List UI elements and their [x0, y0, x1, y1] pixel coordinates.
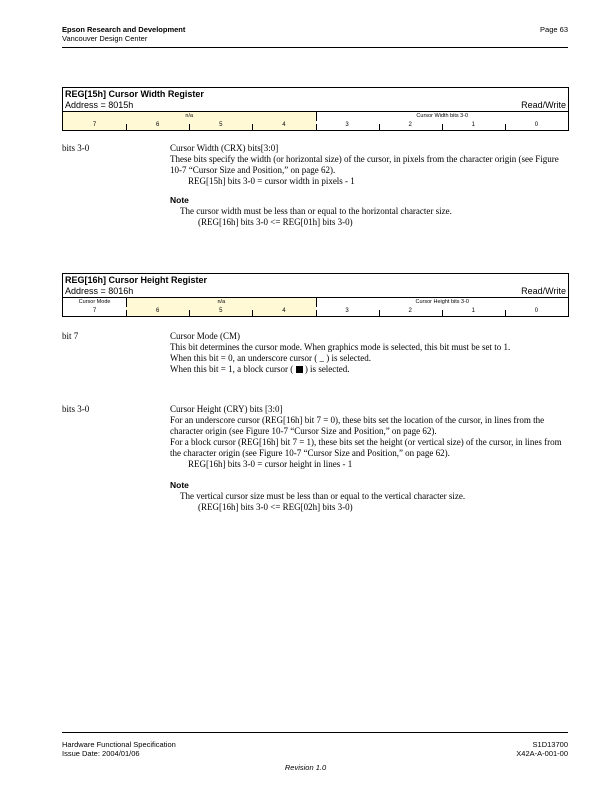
reg15-note-heading: Note: [170, 195, 189, 205]
reg15-field-width: Cursor Width bits 3-0: [316, 112, 569, 121]
block-cursor-icon: [296, 366, 303, 373]
reg16-bits-body1: For an underscore cursor (REG[16h] bit 7 = 0), these bits set the location of the cursor, in lines from the character origin (see Figure 10-7 “Cursor Size and Position,” on page 62).: [170, 415, 545, 436]
reg16-bits-title: Cursor Height (CRY) bits [3:0]: [170, 404, 283, 414]
reg15-table: [62, 87, 569, 131]
reg16-bit7-when0: When this bit = 0, an underscore cursor ( _ ) is selected.: [170, 353, 372, 363]
reg16-note-formula: (REG[16h] bits 3-0 <= REG[02h] bits 3-0): [198, 502, 353, 512]
reg15-note-text: The cursor width must be less than or equal to the horizontal character size.: [180, 206, 452, 216]
reg15-desc-title: Cursor Width (CRX) bits[3:0]: [170, 143, 279, 153]
reg16-bit7-label: bit 7: [62, 331, 79, 341]
reg16-bit7-when1-pre: When this bit = 1, a block cursor (: [170, 364, 294, 374]
page-number: Page 63: [540, 25, 568, 34]
footer-left: [62, 740, 176, 758]
reg15-bits-label: bits 3-0: [62, 143, 90, 153]
reg16-bits-body2: For a block cursor (REG[16h] bit 7 = 1), these bits set the height (or vertical size) of the cursor, in lines from the character origin (see Figure 10-7 “Cursor Size and Position,” on page 62).: [170, 437, 562, 458]
reg15-field-na: n/a: [63, 112, 316, 121]
reg16-bit: 6: [126, 307, 189, 316]
reg16-title: REG[16h] Cursor Height Register: [65, 275, 208, 285]
reg16-field-height: Cursor Height bits 3-0: [316, 298, 569, 307]
footer-issue-date: Issue Date: 2004/01/06: [62, 749, 140, 758]
reg15-title: REG[15h] Cursor Width Register: [65, 89, 204, 99]
reg15-bit: 7: [63, 121, 126, 130]
footer-part-number: S1D13700: [532, 740, 568, 749]
company-name: Epson Research and Development: [62, 25, 186, 34]
reg15-description: [170, 143, 566, 228]
reg15-address-row: [63, 100, 568, 111]
footer-right: [516, 740, 568, 758]
reg16-bit7-body: This bit determines the cursor mode. When graphics mode is selected, this bit must be set to 1.: [170, 342, 511, 352]
reg16-bit7-when1-post: ) is selected.: [304, 364, 350, 374]
reg16-bit7-when1: [170, 364, 566, 375]
reg15-bit: 1: [442, 121, 505, 130]
design-center: Vancouver Design Center: [62, 34, 148, 43]
footer-doc-code: X42A-A-001-00: [516, 749, 568, 758]
reg16-access: Read/Write: [521, 286, 566, 296]
reg15-note-formula: (REG[16h] bits 3-0 <= REG[01h] bits 3-0): [198, 217, 353, 227]
reg16-bit7-description: [170, 331, 566, 375]
reg16-bit: 1: [442, 307, 505, 316]
reg16-bits-description: [170, 404, 566, 513]
reg16-bit7-title: Cursor Mode (CM): [170, 331, 240, 341]
header-rule: [62, 47, 568, 48]
reg16-bit: 4: [252, 307, 315, 316]
page-header: [62, 25, 185, 43]
reg15-bit: 3: [316, 121, 379, 130]
footer-doc-title: Hardware Functional Specification: [62, 740, 176, 749]
reg16-field-mode: Cursor Mode: [78, 299, 111, 305]
footer-revision: Revision 1.0: [284, 763, 327, 772]
reg16-bit: 5: [189, 307, 252, 316]
reg15-bit: 6: [126, 121, 189, 130]
reg16-note-text: The vertical cursor size must be less than or equal to the vertical character size.: [180, 491, 466, 501]
reg16-note-heading: Note: [170, 480, 189, 490]
reg16-address-row: [63, 286, 568, 297]
reg16-bit: 0: [505, 307, 568, 316]
reg16-address: Address = 8016h: [65, 286, 134, 296]
reg15-access: Read/Write: [521, 100, 566, 110]
reg16-bits-label: bits 3-0: [62, 404, 90, 414]
footer-rule: [62, 732, 568, 733]
reg15-bit: 0: [505, 121, 568, 130]
reg16-table: [62, 273, 569, 317]
reg15-desc-formula: REG[15h] bits 3-0 = cursor width in pixels - 1: [188, 176, 355, 186]
reg15-bit: 4: [252, 121, 315, 130]
reg16-bit: 3: [316, 307, 379, 316]
reg16-bit: 7: [92, 308, 97, 314]
reg15-bit: 2: [379, 121, 442, 130]
reg16-bit-row: [63, 307, 568, 316]
reg15-field-row: [63, 111, 568, 121]
reg15-bit-row: [63, 121, 568, 130]
reg15-bit: 5: [189, 121, 252, 130]
reg16-bit: 2: [379, 307, 442, 316]
reg16-field-row: [63, 297, 568, 307]
reg15-address: Address = 8015h: [65, 100, 134, 110]
reg16-field-na: n/a: [126, 298, 315, 307]
reg15-desc-body: These bits specify the width (or horizontal size) of the cursor, in pixels from the character origin (see Figure 10-7 “Cursor Size and Position,” on page 62).: [170, 154, 559, 175]
reg16-bits-formula: REG[16h] bits 3-0 = cursor height in lines - 1: [188, 459, 353, 469]
